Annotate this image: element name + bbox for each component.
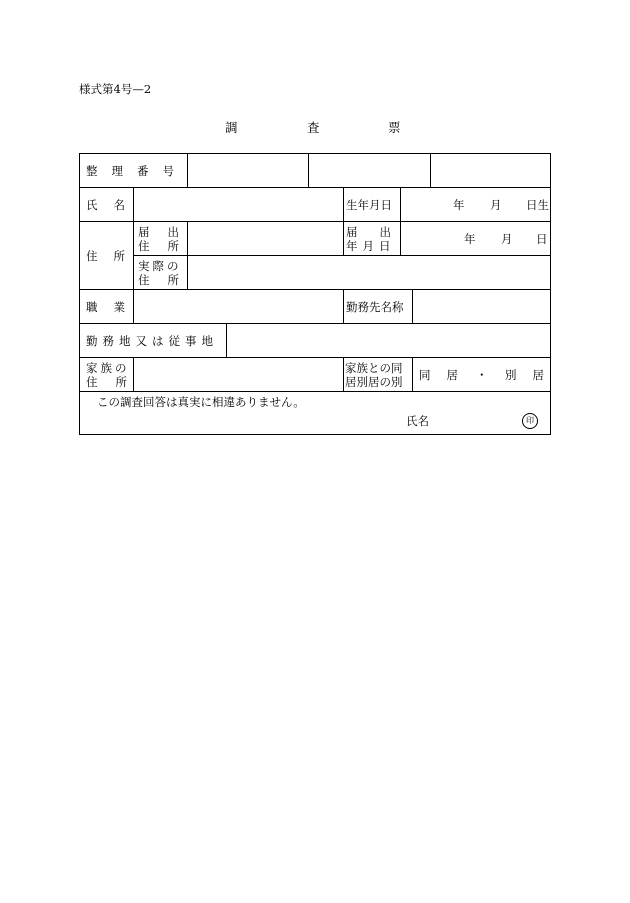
workplace-label: 勤務地又は従事地 [86, 333, 218, 348]
title-char-3: 票 [388, 120, 401, 135]
actual-address-field[interactable] [188, 256, 551, 289]
cohabitation-options [413, 358, 560, 391]
cohabitation-label: 家族との同 居別居の別 [345, 360, 403, 389]
name-field[interactable] [134, 188, 343, 221]
column-divider [343, 289, 344, 323]
declaration-text: この調査回答は真実に相違ありません。 [97, 395, 305, 409]
signature-label: 氏名 [406, 414, 429, 428]
reference-number-field-2[interactable] [309, 154, 430, 187]
address-label: 住所 [86, 248, 141, 263]
survey-form [79, 153, 560, 435]
column-divider [343, 187, 344, 255]
reference-number-label: 整理番号 [86, 163, 188, 178]
employer-label: 勤務先名称 [346, 299, 404, 314]
seal-mark: 印 [522, 413, 538, 429]
family-address-field[interactable] [134, 358, 343, 391]
name-label: 氏名 [86, 197, 141, 212]
notification-day-unit: 日 [536, 232, 548, 246]
workplace-field[interactable] [227, 324, 551, 357]
cohabitation-option-separate[interactable]: 別居 [505, 368, 560, 382]
birth-date-label: 生年月日 [346, 197, 392, 212]
title-char-2: 査 [307, 120, 320, 135]
employer-field[interactable] [413, 290, 551, 323]
title-char-1: 調 [225, 120, 238, 135]
reference-number-field-3[interactable] [431, 154, 551, 187]
registered-address-label: 届出 住所 [138, 224, 197, 253]
notification-month-unit: 月 [501, 232, 513, 246]
registered-address-field[interactable] [188, 222, 343, 255]
birth-year-unit: 年 [453, 198, 465, 212]
form-number: 様式第4号—2 [79, 82, 152, 96]
row-divider [80, 391, 551, 392]
notification-date-label: 届出 年月日 [346, 224, 413, 253]
cohabitation-option-together[interactable]: 同居 [419, 368, 474, 382]
notification-date-field[interactable] [401, 222, 551, 255]
cohabitation-separator: ・ [476, 368, 488, 382]
occupation-field[interactable] [134, 290, 343, 323]
family-address-label: 家族の 住所 [86, 360, 145, 389]
actual-address-label: 実際の 住所 [138, 258, 197, 287]
reference-number-field-1[interactable] [188, 154, 308, 187]
notification-year-unit: 年 [464, 232, 476, 246]
birth-day-unit: 日生 [526, 198, 549, 212]
birth-month-unit: 月 [490, 198, 502, 212]
birth-date-field[interactable] [401, 188, 551, 221]
occupation-label: 職業 [86, 299, 141, 314]
column-divider [343, 357, 344, 391]
signature-field[interactable] [432, 413, 518, 429]
